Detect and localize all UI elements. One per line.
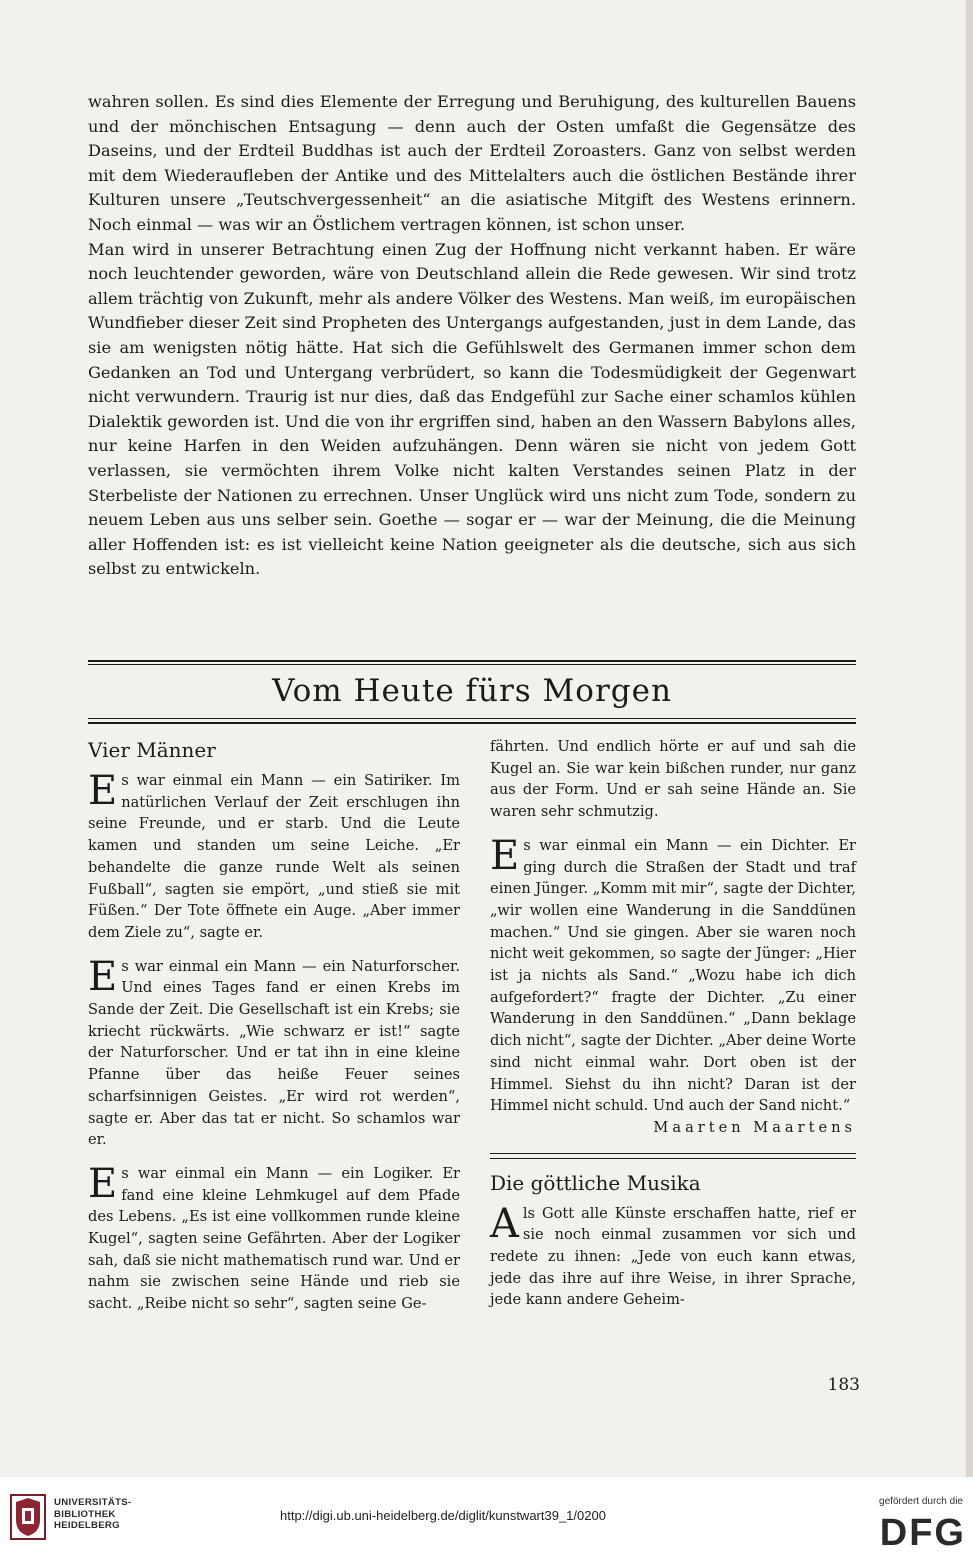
source-url-link[interactable]: http://digi.ub.uni-heidelberg.de/diglit/kunstwart39_1/0200 <box>280 1508 606 1523</box>
bottom-rule-thin <box>88 718 856 719</box>
dropcap: E <box>490 832 520 879</box>
dropcap: E <box>88 1160 118 1207</box>
page-edge <box>966 0 973 1477</box>
dfg-logo-text: DFG <box>879 1512 966 1550</box>
story-heading-musika: Die göttliche Musika <box>490 1170 701 1195</box>
dropcap: E <box>88 953 118 1000</box>
dropcap: A <box>490 1200 519 1247</box>
library-line: BIBLIOTHEK <box>54 1508 116 1520</box>
funded-by-label: gefördert durch die <box>879 1496 963 1507</box>
paragraph-text: s war einmal ein Mann — ein Satiriker. Im natürlichen Verlauf der Zeit erschlugen ihn seine Freunde, und er starb. Und die Leute kamen und standen um seine Leiche. „Er behandelte die ganze runde Welt als seinen Fußball“, sagten sie empört, „und stieß sie mit Füßen.“ Der Tote öffnete ein Auge. „Aber immer dem Ziele zu“, sagte er. <box>88 772 460 941</box>
story-paragraph <box>490 832 856 1117</box>
column-separator <box>490 1153 856 1154</box>
paragraph-text: s war einmal ein Mann — ein Dichter. Er ging durch die Straßen der Stadt und traf einen Jünger. „Komm mit mir“, sagte der Dichter, „wir wollen eine Wanderung in die Sanddünen machen.“ Und sie gingen. Aber sie waren noch nicht weit gekommen, so sagte der Jünger: „Hier ist ja nichts als Sand.“ „Wozu habe ich dich aufgefordert?“ fragte der Dichter. „Zu einer Wanderung in den Sanddünen.“ „Dann beklage dich nicht“, sagte der Dichter. „Aber deine Worte sind nicht einmal wahr. Dort oben ist der Himmel. Siehst du ihn nicht? Daran ist der Himmel nicht schuld. Und auch der Sand nicht.“ <box>490 836 856 1115</box>
story-paragraph <box>88 953 460 1151</box>
continuation-text: fährten. Und endlich hörte er auf und sah die Kugel an. Sie war kein bißchen runder, nur ganz aus der Form. Und er sah seine Hände an. Sie waren sehr schmutzig. <box>490 738 856 821</box>
top-rule <box>88 660 856 662</box>
library-line: HEIDELBERG <box>54 1520 120 1532</box>
intro-paragraph-2: Man wird in unserer Betrachtung einen Zug der Hoffnung nicht verkannt haben. Er wäre noch leuchtender geworden, wäre von Deutschland allein die Rede gewesen. Wir sind trotz allem trächtig von Zukunft, mehr als andere Völker des Westens. Man weiß, im europäischen Wundfieber dieser Zeit sind Propheten des Untergangs aufgestanden, just in dem Lande, das sie am wenigsten nötig hätte. Hat sich die Gefühlswelt des Germanen immer schon dem Gedanken an Tod und Untergang verbrüdert, so kann die Todesmüdigkeit der Gegenwart nicht verwundern. Traurig ist nur dies, daß das Endgefühl zur Sache einer schamlos kühlen Dialektik geworden ist. Und die von ihr ergriffen sind, haben an den Wassern Babylons alles, nur keine Harfen in den Weiden aufzuhängen. Denn wären sie nicht von jedem Gott verlassen, sie vermöchten ihrem Volke nicht kalten Verstandes seinen Platz in der Sterbeliste der Nationen zu errechnen. Unser Unglück wird uns nicht zum Tode, sondern zu neuem Leben aus uns selber sein. Goethe — sogar er — war der Meinung, die die Meinung aller Hoffenden ist: es ist vielleicht keine Nation geeigneter als die deutsche, sich aus sich selbst zu entwickeln. <box>88 239 856 579</box>
left-column <box>88 736 460 1315</box>
dfg-logo-icon <box>840 1512 968 1550</box>
top-rule-thin <box>88 664 856 665</box>
library-line: UNIVERSITÄTS- <box>54 1497 132 1508</box>
story-heading-vier-maenner: Vier Männer <box>88 738 216 762</box>
story-paragraph <box>490 1200 856 1312</box>
bottom-rule <box>88 722 856 724</box>
right-column <box>490 736 856 1311</box>
university-seal-icon <box>10 1494 46 1540</box>
paragraph-text: s war einmal ein Mann — ein Naturforscher. Und eines Tages fand er einen Krebs im Sande der Zeit. Die Gesellschaft ist ein Krebs; sie kriecht rückwärts. „Wie schwarz er ist!“ sagte der Naturforscher. Und er tat ihn in eine kleine Pfanne über das heiße Feuer seines scharfsinnigen Geistes. „Er wird rot werden“, sagte er. Aber das tat er nicht. So schamlos war er. <box>88 957 460 1149</box>
story-paragraph <box>88 770 460 944</box>
story-paragraph <box>88 1160 460 1315</box>
intro-paragraph-1: wahren sollen. Es sind dies Elemente der Erregung und Beruhigung, des kulturellen Bauens und der mönchischen Entsagung — denn auch der Osten umfaßt die Gegensätze des Daseins, und der Erdteil Buddhas ist auch der Erdteil Zoroasters. Ganz von selbst werden mit dem Wiederaufleben der Antike und des Mittelalters auch die östlichen Bestände ihrer Kulturen unsere „Teutschvergessenheit“ an die asiatische Mitgift des Westens erinnern. Noch einmal — was wir an Östlichem vertragen können, ist schon unser. <box>88 92 856 234</box>
page-number: 183 <box>827 1375 860 1395</box>
column-separator-2 <box>490 1158 856 1159</box>
library-label <box>54 1497 131 1532</box>
dropcap: E <box>88 768 118 814</box>
author-signature: Maarten Maartens <box>653 1118 856 1136</box>
paragraph-text: s war einmal ein Mann — ein Logiker. Er fand eine kleine Lehmkugel auf dem Pfade des Lebens. „Es ist eine vollkommen runde kleine Kugel“, sagten seine Gefährten. Aber der Logiker sah, daß sie nicht mathematisch rund war. Und er nahm sie zwischen seine Hände und rieb sie sacht. „Reibe nicht so sehr“, sagten seine Ge- <box>88 1164 460 1313</box>
paragraph-text: ls Gott alle Künste erschaffen hatte, rief er sie noch einmal zusammen vor sich und redete zu ihnen: „Jede von euch kann etwas, jede das ihre auf ihre Weise, in ihrer Sprache, jede kann andere Geheim- <box>490 1204 856 1309</box>
section-title: Vom Heute fürs Morgen <box>272 673 672 709</box>
intro-text <box>88 90 856 582</box>
